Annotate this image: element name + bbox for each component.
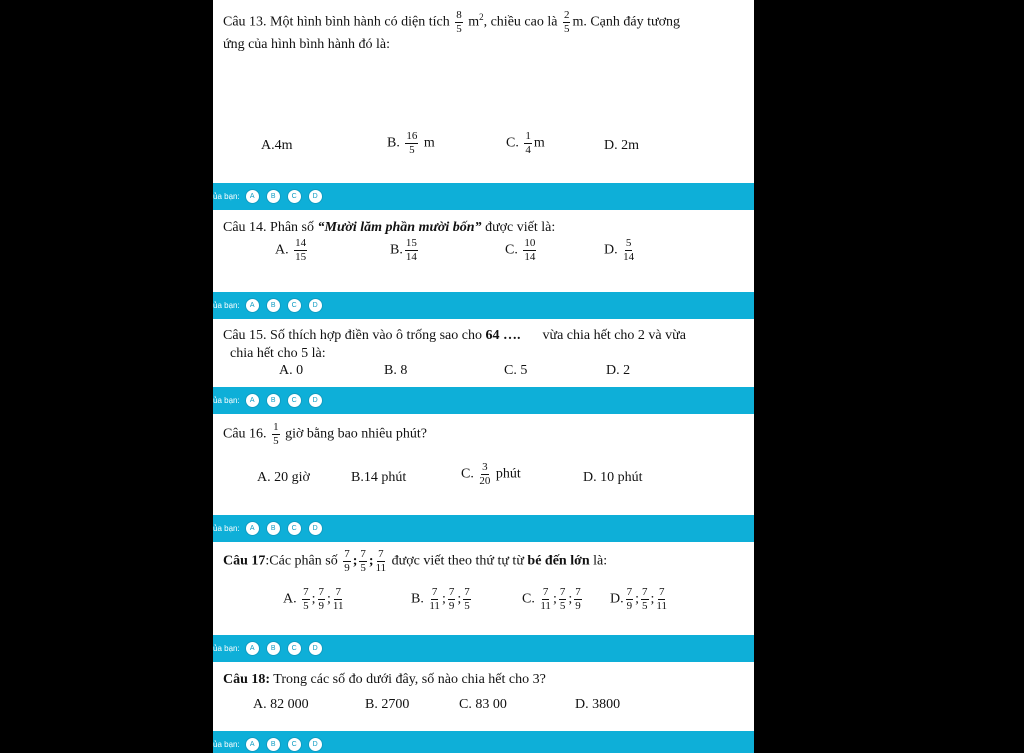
answer-option-d[interactable]: D (308, 393, 323, 408)
q16-option-b: B.14 phút (351, 470, 407, 485)
q17-option-d: D. $\frac{7}{9}$ ; $\frac{7}{5}$ ; $\frac{7}{11}$ (610, 586, 667, 612)
answer-option-c[interactable]: C (287, 737, 302, 752)
q15-option-a: A. 0 (279, 363, 304, 378)
answer-option-b[interactable]: B (266, 393, 281, 408)
q17-option-a: A. $\frac{7}{5}$ ; $\frac{7}{9}$ ; $\frac{7}{11}$ (283, 586, 344, 612)
answer-option-d[interactable]: D (308, 521, 323, 536)
answer-option-d[interactable]: D (308, 737, 323, 752)
answer-option-a[interactable]: A (245, 737, 260, 752)
q13-option-d: D. 2m (604, 138, 639, 153)
q17-option-c: C. $\frac{7}{11}$ ; $\frac{7}{5}$ ; $\frac{7}{9}$ (522, 586, 581, 612)
answer-option-a[interactable]: A (245, 298, 260, 313)
answer-option-b[interactable]: B (266, 189, 281, 204)
answer-bar-q16: ủa bạn: A B C D (213, 515, 754, 542)
answer-bar-q18: ủa bạn: A B C D (213, 731, 754, 753)
answer-option-d[interactable]: D (308, 298, 323, 313)
answer-bar-q13: ủa bạn: A B C D (213, 183, 754, 210)
answer-bar-q17: ủa bạn: A B C D (213, 635, 754, 662)
q17-order: bé đến lớn (527, 553, 590, 569)
q18-option-b: B. 2700 (365, 697, 410, 712)
answer-option-c[interactable]: C (287, 298, 302, 313)
q18-option-a: A. 82 000 (253, 697, 309, 712)
q13-suffix: m. Cạnh đáy tương (572, 14, 680, 30)
q14-option-d: D. $\frac{5}{14}$ (604, 237, 635, 263)
q15-number: 64 …. (485, 328, 521, 343)
q16-option-a: A. 20 giờ (257, 470, 310, 485)
answer-option-c[interactable]: C (287, 393, 302, 408)
answer-option-b[interactable]: B (266, 298, 281, 313)
worksheet-page (213, 0, 754, 753)
q13-prefix: Câu 13. Một hình bình hành có diện tích (223, 14, 450, 30)
answer-option-b[interactable]: B (266, 641, 281, 656)
q14-option-a: A. $\frac{14}{15}$ (275, 237, 307, 263)
q13-stem (223, 9, 680, 35)
q13-option-b: B. $\frac{16}{5}$ m (387, 130, 435, 156)
answer-option-a[interactable]: A (245, 521, 260, 536)
answer-option-a[interactable]: A (245, 189, 260, 204)
answer-option-b[interactable]: B (266, 737, 281, 752)
q14-stem: Câu 14. Phân số “Mười lăm phần mười bốn” được viết là: (223, 220, 556, 235)
answer-option-d[interactable]: D (308, 641, 323, 656)
q13-height-fraction: $\frac{2}{5}$ (563, 8, 570, 35)
q18-stem: Câu 18: Trong các số đo dưới đây, số nào chia hết cho 3? (223, 672, 546, 687)
q18-option-d: D. 3800 (575, 697, 621, 712)
answer-option-b[interactable]: B (266, 521, 281, 536)
q13-option-c: C. $\frac{1}{4}$ m (506, 130, 545, 156)
answer-option-a[interactable]: A (245, 641, 260, 656)
q14-option-b: B. $\frac{15}{14}$ (390, 237, 417, 263)
q13-mid: , chiều cao là (483, 14, 558, 30)
q17-option-b: B. $\frac{7}{11}$ ; $\frac{7}{9}$ ; $\frac{7}{5}$ (411, 586, 470, 612)
q16-stem: Câu 16. $\frac{1}{5}$ giờ bằng bao nhiêu phút? (223, 421, 427, 447)
answer-option-c[interactable]: C (287, 189, 302, 204)
q13-area-sup: 2 (479, 12, 484, 22)
q13-line2: ứng của hình bình hành đó là: (223, 37, 391, 52)
q15-option-d: D. 2 (606, 363, 631, 378)
q18-option-c: C. 83 00 (459, 697, 507, 712)
q14-quote: “Mười lăm phần mười bốn” (317, 220, 482, 235)
q15-option-b: B. 8 (384, 363, 408, 378)
q15-stem: Câu 15. Số thích hợp điền vào ô trống sao cho 64 …. vừa chia hết cho 2 và vừa (223, 328, 686, 343)
q13-area-unit: m (468, 14, 480, 30)
answer-option-d[interactable]: D (308, 189, 323, 204)
answer-bar-q15: ủa bạn: A B C D (213, 387, 754, 414)
q15-line2: chia hết cho 5 là: (230, 346, 326, 361)
q15-option-c: C. 5 (504, 363, 528, 378)
q14-option-c: C. $\frac{10}{14}$ (505, 237, 536, 263)
q17-stem: Câu 17:Các phân số $\frac{7}{9}$ ; $\frac{7}{5}$ ; $\frac{7}{11}$ được viết theo thứ tự từ bé đến lớn là: (223, 548, 608, 574)
q13-option-a: A.4m (261, 138, 293, 153)
q16-option-c: C. $\frac{3}{20}$ phút (461, 461, 521, 487)
q13-area-fraction: $\frac{8}{5}$ (456, 8, 462, 35)
answer-option-c[interactable]: C (287, 641, 302, 656)
answer-bar-q14: ủa bạn: A B C D (213, 292, 754, 319)
answer-option-a[interactable]: A (245, 393, 260, 408)
q16-option-d: D. 10 phút (583, 470, 643, 485)
answer-option-c[interactable]: C (287, 521, 302, 536)
